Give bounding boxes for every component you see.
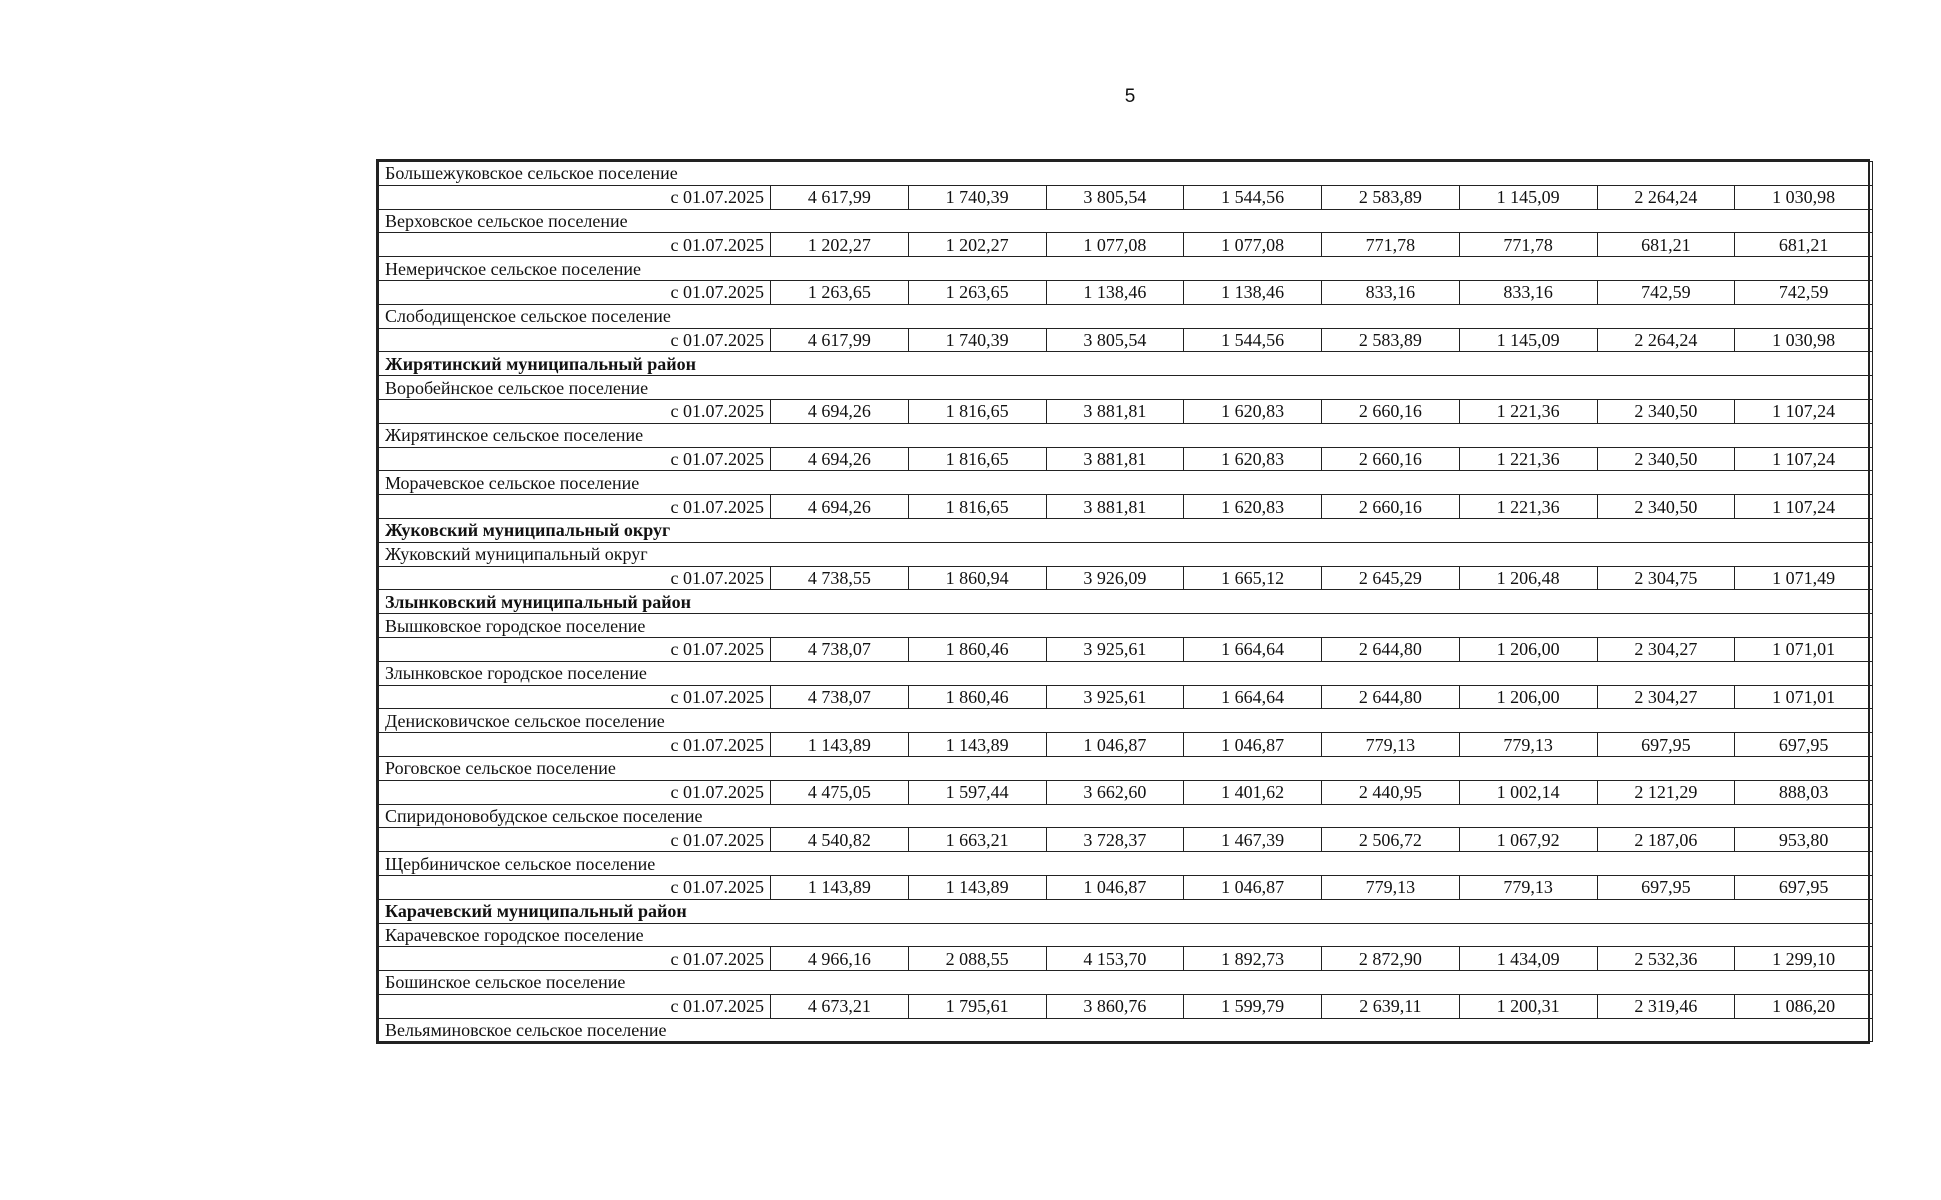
tariff-value: 771,78 <box>1322 233 1460 257</box>
tariff-value: 1 665,12 <box>1184 566 1322 590</box>
tariff-value: 1 860,46 <box>908 637 1046 661</box>
tariff-table <box>376 159 1870 1044</box>
tariff-value: 2 506,72 <box>1322 828 1460 852</box>
tariff-value: 1 299,10 <box>1735 947 1873 971</box>
settlement-name: Вельяминовское сельское поселение <box>379 1018 1873 1042</box>
period-label: с 01.07.2025 <box>379 780 771 804</box>
table-row <box>379 994 1873 1018</box>
table-body <box>379 162 1873 1042</box>
tariff-value: 4 694,26 <box>771 495 909 519</box>
table-row <box>379 780 1873 804</box>
district-name: Жуковский муниципальный округ <box>379 518 1873 542</box>
tariff-value: 1 620,83 <box>1184 495 1322 519</box>
tariff-value: 1 816,65 <box>908 399 1046 423</box>
period-label: с 01.07.2025 <box>379 733 771 757</box>
period-label: с 01.07.2025 <box>379 637 771 661</box>
tariff-value: 4 738,07 <box>771 637 909 661</box>
settlement-name: Спиридоновобудское сельское поселение <box>379 804 1873 828</box>
table-row <box>379 447 1873 471</box>
tariff-value: 2 583,89 <box>1322 328 1460 352</box>
period-label: с 01.07.2025 <box>379 875 771 899</box>
settlement-heading-row <box>379 804 1873 828</box>
tariff-value: 1 202,27 <box>771 233 909 257</box>
tariff-value: 1 816,65 <box>908 447 1046 471</box>
tariff-value: 1 263,65 <box>908 280 1046 304</box>
settlement-heading-row <box>379 614 1873 638</box>
tariff-value: 1 046,87 <box>1046 875 1184 899</box>
settlement-name: Бошинское сельское поселение <box>379 971 1873 995</box>
table-row <box>379 185 1873 209</box>
tariff-value: 2 304,75 <box>1597 566 1735 590</box>
settlement-heading-row <box>379 852 1873 876</box>
table-row <box>379 637 1873 661</box>
table-row <box>379 495 1873 519</box>
tariff-value: 1 860,46 <box>908 685 1046 709</box>
settlement-name: Морачевское сельское поселение <box>379 471 1873 495</box>
tariff-value: 4 540,82 <box>771 828 909 852</box>
tariff-value: 4 694,26 <box>771 399 909 423</box>
tariff-value: 1 077,08 <box>1184 233 1322 257</box>
tariff-value: 4 694,26 <box>771 447 909 471</box>
settlement-name: Немеричское сельское поселение <box>379 257 1873 281</box>
tariff-value: 3 926,09 <box>1046 566 1184 590</box>
tariff-value: 779,13 <box>1322 875 1460 899</box>
settlement-heading-row <box>379 756 1873 780</box>
tariff-value: 1 221,36 <box>1459 495 1597 519</box>
tariff-value: 1 597,44 <box>908 780 1046 804</box>
tariff-value: 1 206,00 <box>1459 637 1597 661</box>
tariff-value: 1 145,09 <box>1459 185 1597 209</box>
tariff-value: 2 187,06 <box>1597 828 1735 852</box>
tariff-value: 4 673,21 <box>771 994 909 1018</box>
settlement-heading-row <box>379 971 1873 995</box>
tariff-value: 1 030,98 <box>1735 185 1873 209</box>
table-row <box>379 328 1873 352</box>
page-number: 5 <box>1124 86 1136 107</box>
period-label: с 01.07.2025 <box>379 994 771 1018</box>
tariff-value: 1 145,09 <box>1459 328 1597 352</box>
tariff-value: 833,16 <box>1459 280 1597 304</box>
tariff-value: 681,21 <box>1735 233 1873 257</box>
tariff-value: 4 153,70 <box>1046 947 1184 971</box>
tariff-value: 2 304,27 <box>1597 637 1735 661</box>
period-label: с 01.07.2025 <box>379 828 771 852</box>
tariff-value: 3 881,81 <box>1046 399 1184 423</box>
tariff-value: 2 264,24 <box>1597 328 1735 352</box>
tariff-value: 2 660,16 <box>1322 495 1460 519</box>
district-name: Карачевский муниципальный район <box>379 899 1873 923</box>
settlement-name: Карачевское городское поселение <box>379 923 1873 947</box>
tariff-value: 3 925,61 <box>1046 685 1184 709</box>
tariff-value: 1 071,01 <box>1735 637 1873 661</box>
tariff-value: 1 046,87 <box>1046 733 1184 757</box>
tariff-value: 888,03 <box>1735 780 1873 804</box>
district-name: Жирятинский муниципальный район <box>379 352 1873 376</box>
period-label: с 01.07.2025 <box>379 947 771 971</box>
period-label: с 01.07.2025 <box>379 447 771 471</box>
settlement-name: Большежуковское сельское поселение <box>379 162 1873 186</box>
tariff-value: 4 617,99 <box>771 185 909 209</box>
tariff-value: 1 143,89 <box>908 733 1046 757</box>
district-heading-row <box>379 352 1873 376</box>
table-row <box>379 733 1873 757</box>
tariff-value: 833,16 <box>1322 280 1460 304</box>
tariff-value: 3 925,61 <box>1046 637 1184 661</box>
settlement-name: Жирятинское сельское поселение <box>379 423 1873 447</box>
period-label: с 01.07.2025 <box>379 233 771 257</box>
tariff-value: 2 872,90 <box>1322 947 1460 971</box>
tariff-value: 1 067,92 <box>1459 828 1597 852</box>
tariff-value: 1 467,39 <box>1184 828 1322 852</box>
tariff-value: 1 740,39 <box>908 328 1046 352</box>
settlement-heading-row <box>379 257 1873 281</box>
settlement-name: Слободищенское сельское поселение <box>379 304 1873 328</box>
tariff-value: 1 071,49 <box>1735 566 1873 590</box>
tariff-value: 2 340,50 <box>1597 495 1735 519</box>
tariff-value: 697,95 <box>1597 875 1735 899</box>
settlement-name: Верховское сельское поселение <box>379 209 1873 233</box>
tariff-value: 1 206,00 <box>1459 685 1597 709</box>
tariff-value: 1 143,89 <box>771 733 909 757</box>
tariff-value: 3 805,54 <box>1046 185 1184 209</box>
settlement-name: Жуковский муниципальный округ <box>379 542 1873 566</box>
settlement-name: Вышковское городское поселение <box>379 614 1873 638</box>
tariff-value: 1 860,94 <box>908 566 1046 590</box>
tariff-value: 1 663,21 <box>908 828 1046 852</box>
tariff-value: 4 738,55 <box>771 566 909 590</box>
tariff-value: 2 340,50 <box>1597 399 1735 423</box>
table-row <box>379 685 1873 709</box>
table-row <box>379 875 1873 899</box>
table-row <box>379 828 1873 852</box>
tariff-value: 742,59 <box>1735 280 1873 304</box>
table-row <box>379 233 1873 257</box>
table-row <box>379 280 1873 304</box>
tariff-value: 1 046,87 <box>1184 733 1322 757</box>
tariff-value: 1 434,09 <box>1459 947 1597 971</box>
period-label: с 01.07.2025 <box>379 685 771 709</box>
period-label: с 01.07.2025 <box>379 328 771 352</box>
tariff-value: 697,95 <box>1597 733 1735 757</box>
tariff-value: 1 263,65 <box>771 280 909 304</box>
settlement-name: Роговское сельское поселение <box>379 756 1873 780</box>
tariff-value: 1 138,46 <box>1184 280 1322 304</box>
settlement-heading-row <box>379 304 1873 328</box>
tariff-value: 3 881,81 <box>1046 447 1184 471</box>
district-name: Злынковский муниципальный район <box>379 590 1873 614</box>
tariff-value: 3 728,37 <box>1046 828 1184 852</box>
table-row <box>379 399 1873 423</box>
tariff-value: 697,95 <box>1735 875 1873 899</box>
period-label: с 01.07.2025 <box>379 185 771 209</box>
settlement-heading-row <box>379 423 1873 447</box>
tariff-value: 2 532,36 <box>1597 947 1735 971</box>
tariff-value: 1 046,87 <box>1184 875 1322 899</box>
tariff-value: 779,13 <box>1459 875 1597 899</box>
settlement-heading-row <box>379 709 1873 733</box>
tariff-value: 1 143,89 <box>908 875 1046 899</box>
tariff-value: 1 664,64 <box>1184 685 1322 709</box>
tariff-value: 779,13 <box>1459 733 1597 757</box>
tariff-value: 2 660,16 <box>1322 447 1460 471</box>
settlement-heading-row <box>379 542 1873 566</box>
tariff-value: 1 401,62 <box>1184 780 1322 804</box>
tariff-value: 1 200,31 <box>1459 994 1597 1018</box>
tariff-value: 4 966,16 <box>771 947 909 971</box>
settlement-name: Воробейнское сельское поселение <box>379 376 1873 400</box>
tariff-value: 3 662,60 <box>1046 780 1184 804</box>
tariff-value: 1 664,64 <box>1184 637 1322 661</box>
period-label: с 01.07.2025 <box>379 399 771 423</box>
tariff-value: 1 202,27 <box>908 233 1046 257</box>
tariff-value: 4 738,07 <box>771 685 909 709</box>
tariff-value: 1 221,36 <box>1459 399 1597 423</box>
tariff-value: 1 795,61 <box>908 994 1046 1018</box>
tariff-value: 697,95 <box>1735 733 1873 757</box>
tariff-value: 1 544,56 <box>1184 328 1322 352</box>
settlement-heading-row <box>379 471 1873 495</box>
period-label: с 01.07.2025 <box>379 495 771 519</box>
settlement-heading-row <box>379 209 1873 233</box>
tariff-value: 2 340,50 <box>1597 447 1735 471</box>
tariff-value: 1 620,83 <box>1184 447 1322 471</box>
tariff-value: 1 107,24 <box>1735 447 1873 471</box>
tariff-value: 1 221,36 <box>1459 447 1597 471</box>
settlement-name: Злынковское городское поселение <box>379 661 1873 685</box>
tariff-value: 2 645,29 <box>1322 566 1460 590</box>
tariff-value: 1 544,56 <box>1184 185 1322 209</box>
tariff-value: 1 107,24 <box>1735 399 1873 423</box>
tariff-value: 681,21 <box>1597 233 1735 257</box>
tariff-value: 1 086,20 <box>1735 994 1873 1018</box>
tariff-value: 1 143,89 <box>771 875 909 899</box>
settlement-heading-row <box>379 162 1873 186</box>
settlement-name: Денисковичское сельское поселение <box>379 709 1873 733</box>
settlement-heading-row <box>379 376 1873 400</box>
settlement-heading-row <box>379 661 1873 685</box>
settlement-heading-row <box>379 1018 1873 1042</box>
tariff-value: 1 816,65 <box>908 495 1046 519</box>
tariff-value: 779,13 <box>1322 733 1460 757</box>
settlement-heading-row <box>379 923 1873 947</box>
tariff-value: 3 860,76 <box>1046 994 1184 1018</box>
tariff-value: 2 644,80 <box>1322 685 1460 709</box>
tariff-value: 4 617,99 <box>771 328 909 352</box>
table-row <box>379 947 1873 971</box>
tariff-value: 1 892,73 <box>1184 947 1322 971</box>
tariff-value: 1 620,83 <box>1184 399 1322 423</box>
tariff-value: 2 440,95 <box>1322 780 1460 804</box>
tariff-value: 742,59 <box>1597 280 1735 304</box>
tariff-value: 1 206,48 <box>1459 566 1597 590</box>
settlement-name: Щербиничское сельское поселение <box>379 852 1873 876</box>
tariff-value: 2 660,16 <box>1322 399 1460 423</box>
tariff-value: 3 805,54 <box>1046 328 1184 352</box>
tariff-value: 2 304,27 <box>1597 685 1735 709</box>
tariff-value: 1 740,39 <box>908 185 1046 209</box>
tariff-value: 2 088,55 <box>908 947 1046 971</box>
district-heading-row <box>379 899 1873 923</box>
tariff-value: 2 319,46 <box>1597 994 1735 1018</box>
tariff-value: 1 138,46 <box>1046 280 1184 304</box>
tariff-value: 1 030,98 <box>1735 328 1873 352</box>
tariff-value: 1 107,24 <box>1735 495 1873 519</box>
table-row <box>379 566 1873 590</box>
tariff-value: 1 002,14 <box>1459 780 1597 804</box>
tariff-value: 2 121,29 <box>1597 780 1735 804</box>
district-heading-row <box>379 518 1873 542</box>
tariff-value: 1 077,08 <box>1046 233 1184 257</box>
period-label: с 01.07.2025 <box>379 280 771 304</box>
district-heading-row <box>379 590 1873 614</box>
tariff-value: 4 475,05 <box>771 780 909 804</box>
period-label: с 01.07.2025 <box>379 566 771 590</box>
tariff-value: 3 881,81 <box>1046 495 1184 519</box>
tariff-value: 2 583,89 <box>1322 185 1460 209</box>
tariff-value: 2 644,80 <box>1322 637 1460 661</box>
tariff-value: 2 264,24 <box>1597 185 1735 209</box>
tariff-value: 771,78 <box>1459 233 1597 257</box>
tariff-value: 953,80 <box>1735 828 1873 852</box>
tariff-value: 1 599,79 <box>1184 994 1322 1018</box>
tariff-value: 1 071,01 <box>1735 685 1873 709</box>
tariff-value: 2 639,11 <box>1322 994 1460 1018</box>
